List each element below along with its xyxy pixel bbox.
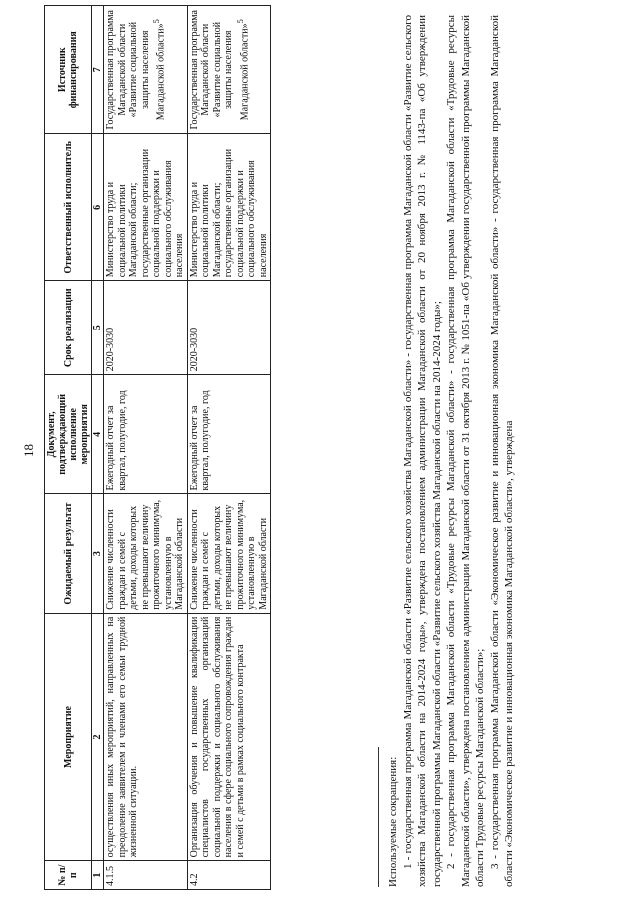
executor-cell: Министерство труда и социальной политики Магаданской области; государственные организации социальной поддержки и социального обслуживания населения <box>104 134 188 281</box>
note-item: 2 - государственная программа Магаданской области «Трудовые ресурсы Магаданской области» - государственная программа Магаданской области «Трудовые ресурсы Магаданской области», утверждена постановлением администрации Магаданской области от 31 октября 2013 г. № 1051-па «Об утверждении государственной программы Магаданской области Трудовые ресурсы Магаданской области»; <box>445 15 486 887</box>
executor-cell: Министерство труда и социальной политики Магаданской области; государственные организации социальной поддержки и социального обслуживания населения <box>187 134 271 281</box>
column-number: 7 <box>92 6 104 134</box>
column-number-row <box>92 6 104 890</box>
footnote-mark: 5 <box>152 19 161 24</box>
abbreviations-notes <box>386 15 517 887</box>
table-row <box>187 6 271 890</box>
header-cell: Срок реализации <box>45 281 92 375</box>
result-cell: Снижение численности граждан и семей с детьми, доходы которых не превышают величину прожиточного минимума, установленную в Магаданской области <box>187 494 271 613</box>
financing-cell <box>187 6 271 134</box>
column-number: 5 <box>92 281 104 375</box>
measures-table <box>44 5 271 890</box>
row-number: 4.2 <box>187 861 271 890</box>
financing-text: Государственная программа Магаданской области «Развитие социальной защиты населения Магаданской области» <box>105 10 167 130</box>
term-cell: 2020-3030 <box>104 281 188 375</box>
header-cell: Ожидаемый результат <box>45 494 92 613</box>
column-number: 3 <box>92 494 104 613</box>
financing-text: Государственная программа Магаданской области «Развитие социальной защиты населения Магаданской области» <box>188 10 250 130</box>
financing-cell <box>104 6 188 134</box>
header-cell: Документ, подтверждающий исполнение мероприятия <box>45 375 92 494</box>
header-cell: № п/п <box>45 861 92 890</box>
column-number: 6 <box>92 134 104 281</box>
column-number: 2 <box>92 613 104 861</box>
note-item: 3 - государственная программа Магаданской области «Экономическое развитие и инновационная экономика Магаданской области» - государственная программа Магаданской области «Экономическое развитие и инновационная экономика Магаданской области», утверждена <box>488 15 515 887</box>
note-item: 1 - государственная программа Магаданской области «Развитие сельского хозяйства Магаданской области» - государственная программа Магаданской области «Развитие сельского хозяйства Магаданской области на 2014-2024 годы», утверждена постановлением администрации Магаданской области от 20 ноября 2013 г. № 1143-па «Об утверждении государственной программы Магаданской области «Развитие сельского хозяйства Магаданской области на 2014-2024 годы»; <box>401 15 443 887</box>
notes-heading: Используемые сокращения: <box>387 756 399 887</box>
header-cell: Ответственный исполнитель <box>45 134 92 281</box>
document-cell: Ежегодный отчет за квартал, полугодие, год <box>104 375 188 494</box>
header-cell: Мероприятие <box>45 613 92 861</box>
footnote-mark: 5 <box>235 19 245 24</box>
term-cell: 2020-3030 <box>187 281 271 375</box>
header-row <box>45 6 92 890</box>
table-row <box>104 6 188 890</box>
document-cell: Ежегодный отчет за квартал, полугодие, год <box>187 375 271 494</box>
row-number: 4.1.5 <box>104 861 188 890</box>
event-cell: Организация обучения и повышение квалификации специалистов государственных организаций социальной поддержки и социального обслуживания населения в сфере социального сопровождения граждан и семей с детьми в рамках социального контракта <box>187 613 271 861</box>
notes-divider <box>378 747 379 887</box>
page-number: 18 <box>21 444 36 457</box>
column-number: 1 <box>92 861 104 890</box>
column-number: 4 <box>92 375 104 494</box>
header-cell: Источник финансирования <box>45 6 92 134</box>
event-cell: осуществления иных мероприятий, направленных на преодоление заявителем и членами его семьи трудной жизненной ситуации. <box>104 613 188 861</box>
result-cell: Снижение численности граждан и семей с детьми, доходы которых не превышают величину прожиточного минимума, установленную в Магаданской области <box>104 494 188 613</box>
